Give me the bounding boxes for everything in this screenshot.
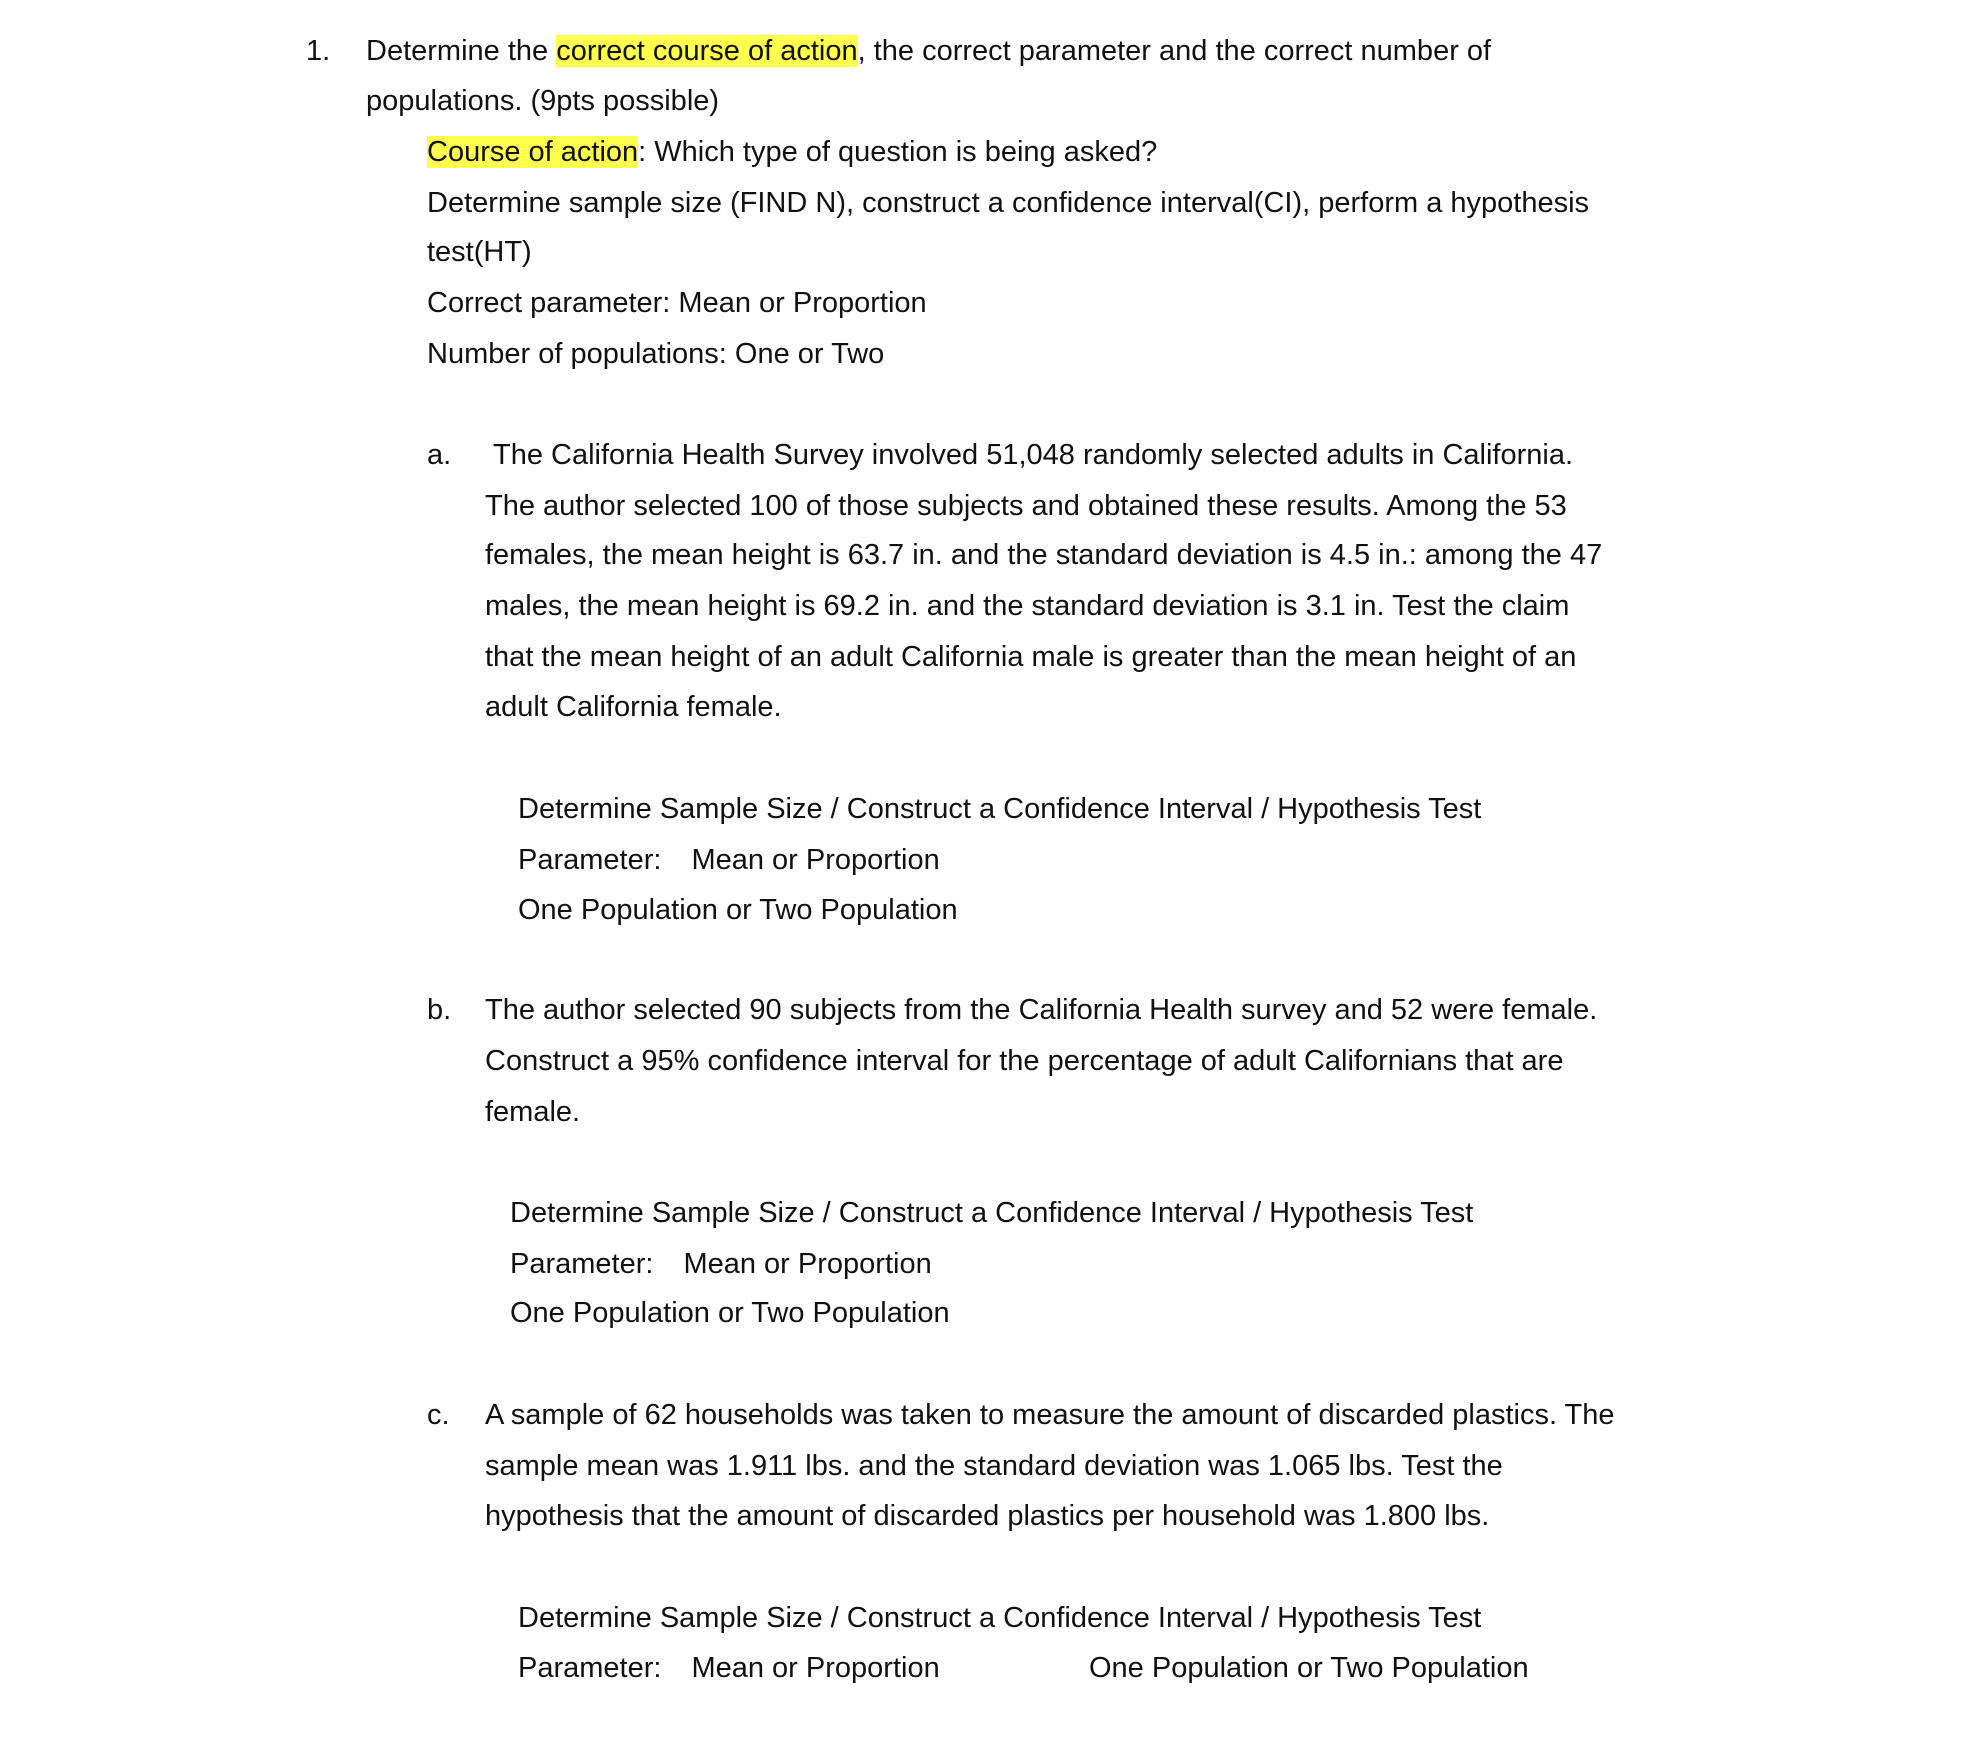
parameter-label: Parameter: (518, 1652, 662, 1684)
part-c-choice-population: One Population or Two Population (1089, 1652, 1529, 1684)
parameter-label: Parameter: (518, 844, 662, 876)
question-line-1 (366, 31, 1491, 71)
course-text: : Which type of question is being asked? (638, 136, 1158, 168)
part-a-line: males, the mean height is 69.2 in. and the standard deviation is 3.1 in. Test the claim (485, 590, 1570, 622)
parameter-choice: Mean or Proportion (691, 1652, 940, 1684)
parameter-choice: Mean or Proportion (683, 1248, 932, 1280)
course-of-action-line (427, 132, 1157, 172)
parameter-line: Correct parameter: Mean or Proportion (427, 287, 927, 319)
question-text: , the correct parameter and the correct number of (857, 35, 1492, 67)
parameter-label: Parameter: (510, 1248, 654, 1280)
part-a-label: a. (427, 439, 452, 471)
highlighted-text: correct course of action (556, 35, 858, 67)
part-c-choice-action: Determine Sample Size / Construct a Confidence Interval / Hypothesis Test (518, 1602, 1482, 1634)
question-line-2: populations. (9pts possible) (366, 85, 720, 117)
part-b-choice-population: One Population or Two Population (510, 1297, 950, 1329)
part-c-line: hypothesis that the amount of discarded plastics per household was 1.800 lbs. (485, 1500, 1490, 1532)
question-number: 1. (306, 35, 331, 67)
part-b-choice-parameter (510, 1244, 932, 1284)
part-a-choice-action: Determine Sample Size / Construct a Confidence Interval / Hypothesis Test (518, 793, 1482, 825)
question-text: Determine the (366, 35, 557, 67)
options-line-1: Determine sample size (FIND N), construct a confidence interval(CI), perform a hypothesis (427, 187, 1590, 219)
part-a-line: The author selected 100 of those subjects and obtained these results. Among the 53 (485, 490, 1567, 522)
part-b-choice-action: Determine Sample Size / Construct a Confidence Interval / Hypothesis Test (510, 1197, 1474, 1229)
part-c-line: A sample of 62 households was taken to measure the amount of discarded plastics. The (485, 1399, 1615, 1431)
options-line-2: test(HT) (427, 236, 532, 268)
populations-line: Number of populations: One or Two (427, 338, 885, 370)
part-a-line: that the mean height of an adult California male is greater than the mean height of an (485, 641, 1577, 673)
part-c-label: c. (427, 1399, 450, 1431)
part-a-line: The California Health Survey involved 51,048 randomly selected adults in California. (493, 439, 1574, 471)
part-b-line: The author selected 90 subjects from the California Health survey and 52 were female. (485, 994, 1598, 1026)
part-a-line: females, the mean height is 63.7 in. and the standard deviation is 4.5 in.: among the 47 (485, 539, 1603, 571)
part-b-line: female. (485, 1096, 581, 1128)
highlighted-text: Course of action (427, 136, 639, 168)
part-b-line: Construct a 95% confidence interval for the percentage of adult Californians that are (485, 1045, 1564, 1077)
parameter-choice: Mean or Proportion (691, 844, 940, 876)
part-c-line: sample mean was 1.911 lbs. and the standard deviation was 1.065 lbs. Test the (485, 1450, 1503, 1482)
part-b-label: b. (427, 994, 452, 1026)
part-a-choice-population: One Population or Two Population (518, 894, 958, 926)
part-c-choice-parameter (518, 1648, 940, 1688)
part-a-choice-parameter (518, 840, 940, 880)
part-a-line: adult California female. (485, 691, 782, 723)
